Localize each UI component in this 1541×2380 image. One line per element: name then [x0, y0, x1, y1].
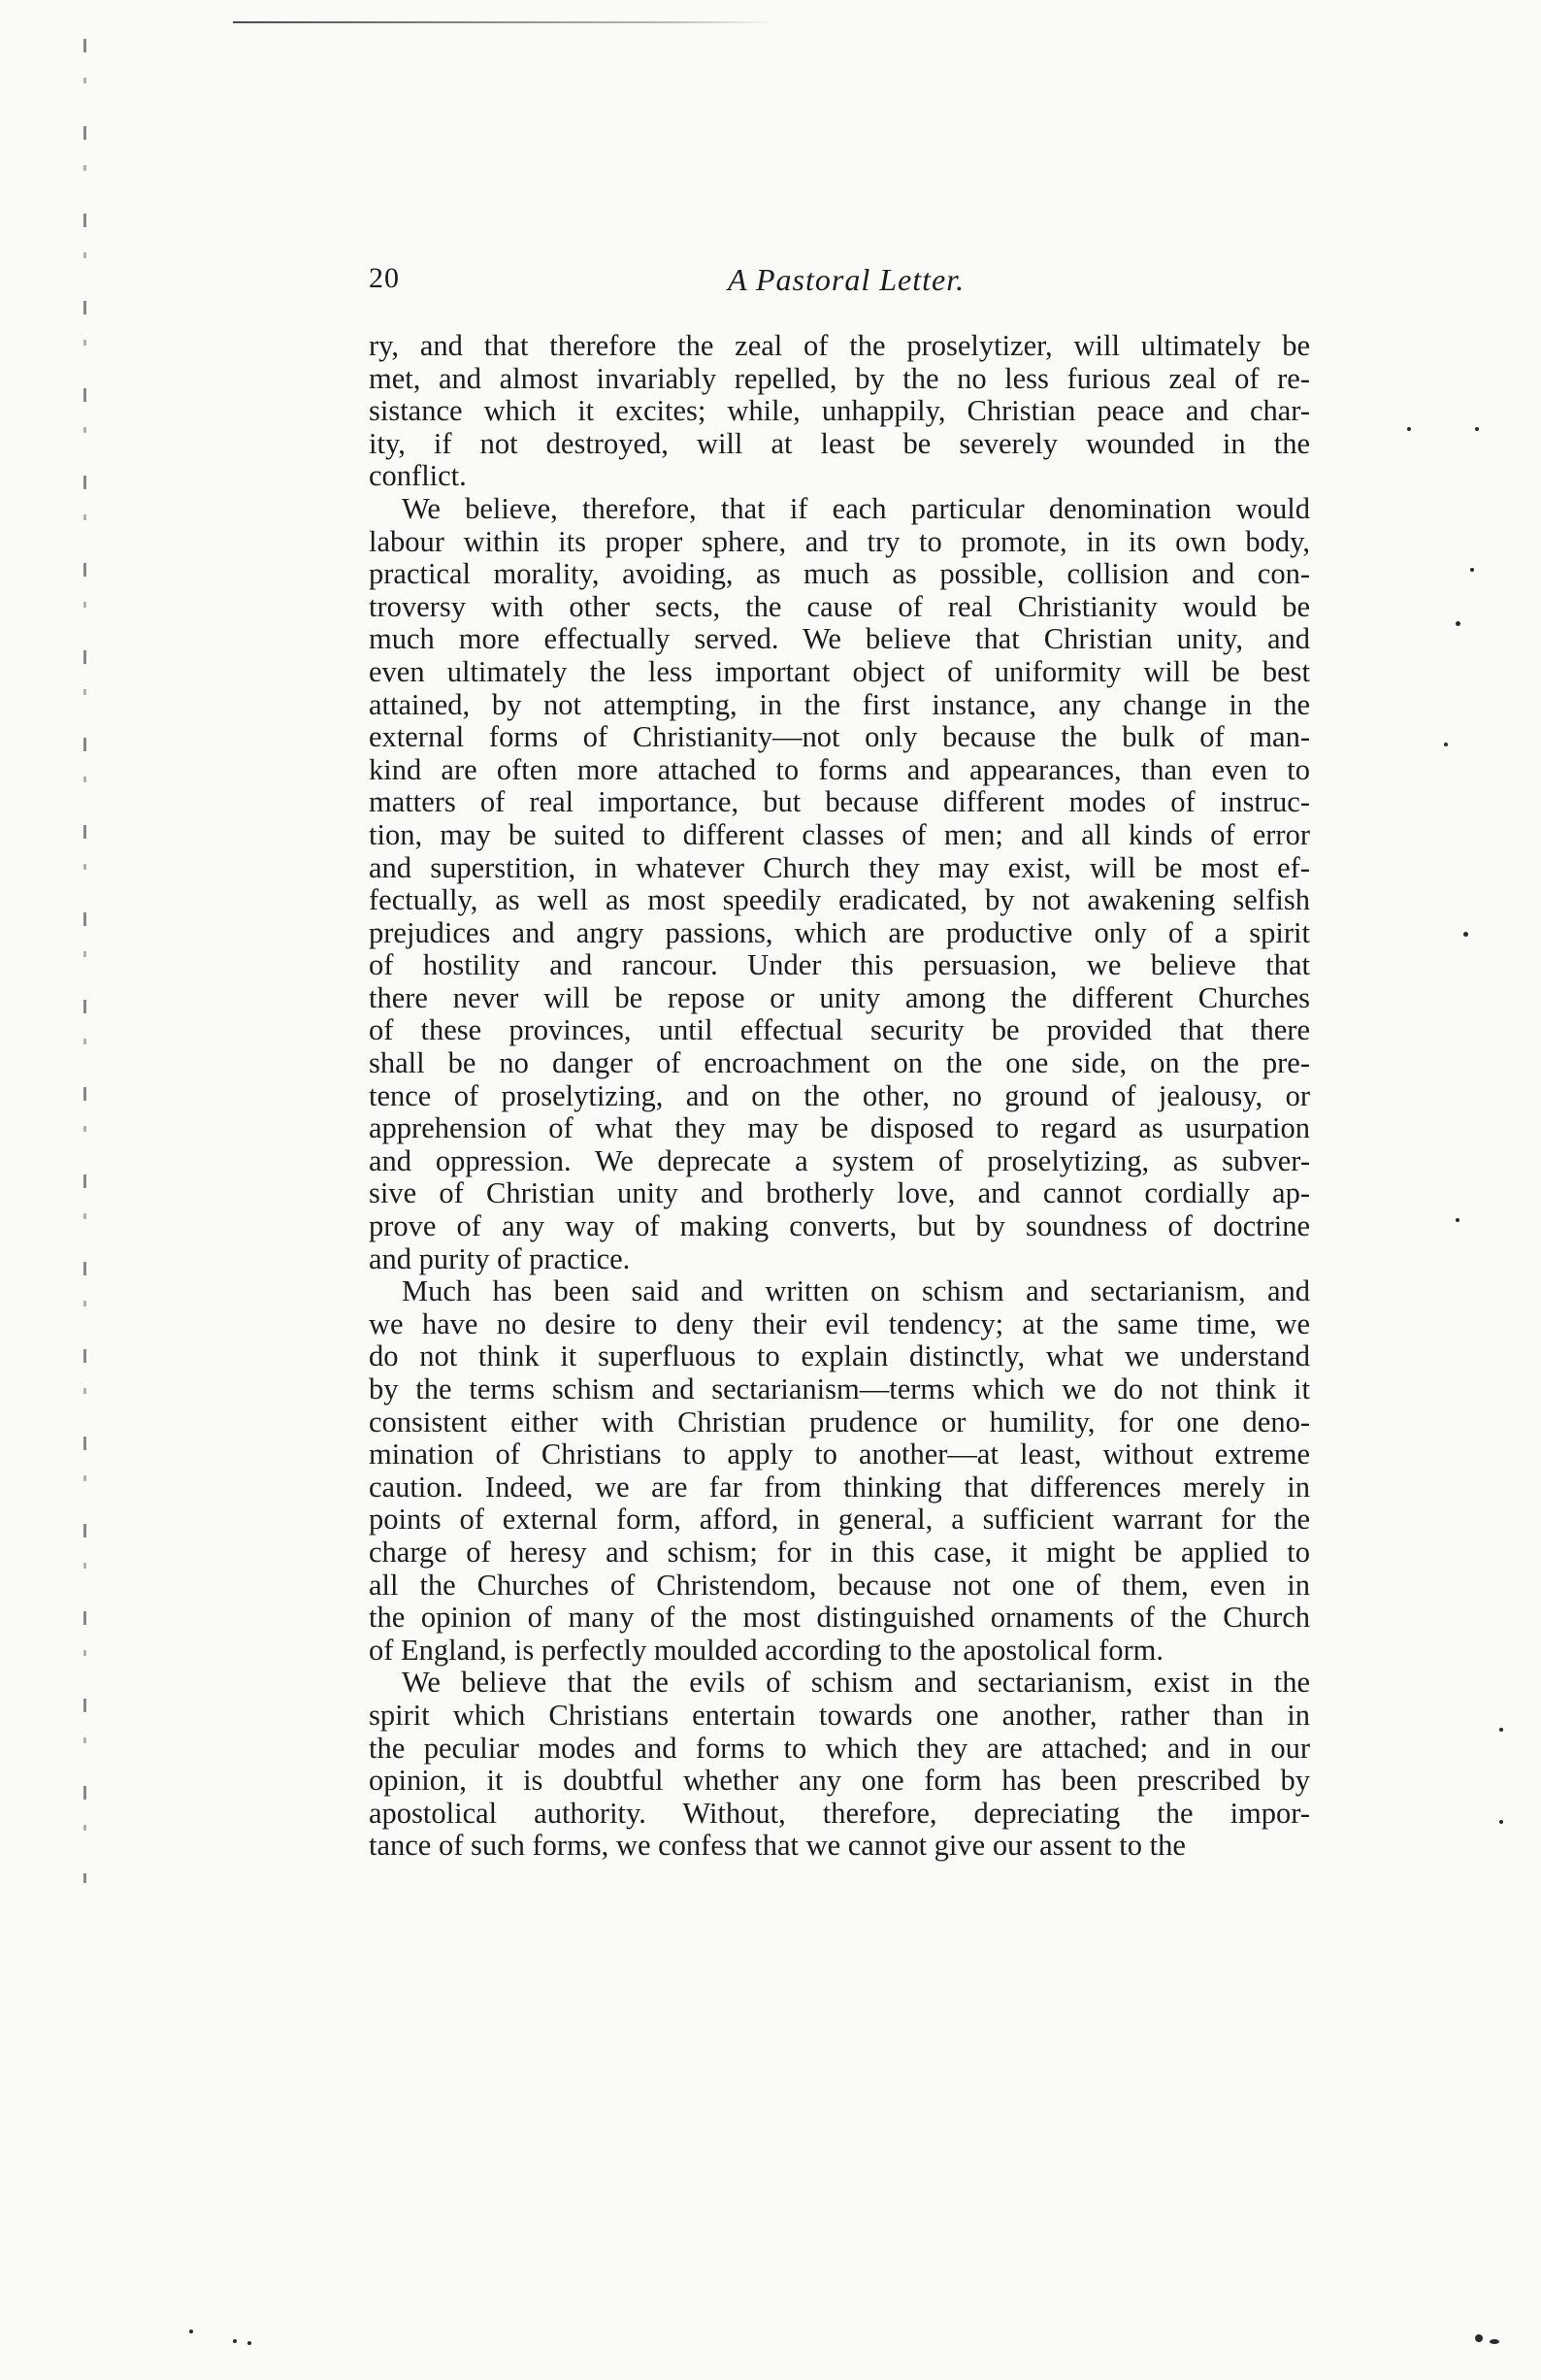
text-line: even ultimately the less important object of uniformity will be best [369, 654, 1310, 688]
text-line: troversy with other sects, the cause of real Christianity would be [369, 589, 1310, 623]
text-line: we have no desire to deny their evil tendency; at the same time, we [369, 1306, 1310, 1340]
text-line: much more effectually served. We believe that Christian unity, and [369, 622, 1310, 656]
text-line: conflict. [369, 459, 467, 493]
text-line: of England, is perfectly moulded according to the apostolical form. [369, 1633, 1164, 1667]
scan-edge [83, 39, 86, 1883]
text-line: tion, may be suited to different classes of men; and all kinds of error [369, 817, 1310, 851]
text-line: the opinion of many of the most distinguished ornaments of the Church [369, 1601, 1310, 1635]
text-line: prove of any way of making converts, but by soundness of doctrine [369, 1209, 1310, 1243]
text-line: caution. Indeed, we are far from thinking that differences merely in [369, 1470, 1310, 1504]
body-text [369, 330, 1310, 1863]
text-line: of these provinces, until effectual security be provided that there [369, 1013, 1310, 1047]
text-line: and oppression. We deprecate a system of proselytizing, as subver- [369, 1143, 1310, 1177]
text-line: tence of proselytizing, and on the other, no ground of jealousy, or [369, 1078, 1310, 1112]
text-line: sistance which it excites; while, unhappily, Christian peace and char- [369, 394, 1310, 428]
text-line: We believe, therefore, that if each particular denomination would [402, 491, 1310, 525]
text-line: We believe that the evils of schism and sectarianism, exist in the [402, 1666, 1310, 1700]
text-line: consistent either with Christian prudence or humility, for one deno- [369, 1405, 1310, 1438]
page-header [369, 262, 1281, 311]
text-line: apostolical authority. Without, therefore, depreciating the impor- [369, 1796, 1310, 1830]
text-line: all the Churches of Christendom, because not one of them, even in [369, 1568, 1310, 1602]
text-line: mination of Christians to apply to another—at least, without extreme [369, 1438, 1310, 1471]
text-line: ry, and that therefore the zeal of the proselytizer, will ultimately be [369, 329, 1310, 362]
paragraph [369, 493, 1310, 1275]
text-line: met, and almost invariably repelled, by the no less furious zeal of re- [369, 361, 1310, 395]
text-line: tance of such forms, we confess that we cannot give our assent to the [369, 1829, 1186, 1863]
text-line: the peculiar modes and forms to which they are attached; and in our [369, 1731, 1310, 1765]
text-line: there never will be repose or unity among the different Churches [369, 980, 1310, 1014]
text-line: do not think it superfluous to explain distinctly, what we understand [369, 1339, 1310, 1373]
text-line: and purity of practice. [369, 1241, 631, 1275]
paragraph [369, 1275, 1310, 1667]
text-line: points of external form, afford, in general, a sufficient warrant for the [369, 1503, 1310, 1537]
text-line: sive of Christian unity and brotherly love, and cannot cordially ap- [369, 1176, 1310, 1210]
text-line: matters of real importance, but because different modes of instruc- [369, 785, 1310, 819]
text-line: practical morality, avoiding, as much as possible, collision and con- [369, 557, 1310, 591]
text-line: and superstition, in whatever Church they may exist, will be most ef- [369, 850, 1310, 884]
text-line: charge of heresy and schism; for in this case, it might be applied to [369, 1535, 1310, 1569]
text-line: prejudices and angry passions, which are productive only of a spirit [369, 915, 1310, 949]
text-line: spirit which Christians entertain towards one another, rather than in [369, 1698, 1310, 1732]
text-line: external forms of Christianity—not only because the bulk of man- [369, 720, 1310, 754]
paragraph [369, 330, 1310, 493]
text-line: Much has been said and written on schism and sectarianism, and [402, 1274, 1310, 1308]
text-line: opinion, it is doubtful whether any one form has been prescribed by [369, 1764, 1310, 1798]
text-line: of hostility and rancour. Under this persuasion, we believe that [369, 948, 1310, 982]
text-line: fectually, as well as most speedily eradicated, by not awakening selfish [369, 883, 1310, 917]
running-title: A Pastoral Letter. [728, 262, 966, 297]
page-number: 20 [369, 262, 400, 294]
text-line: kind are often more attached to forms and appearances, than even to [369, 752, 1310, 786]
text-line: labour within its proper sphere, and try to promote, in its own body, [369, 524, 1310, 558]
text-line: by the terms schism and sectarianism—terms which we do not think it [369, 1372, 1310, 1405]
text-line: apprehension of what they may be disposed to regard as usurpation [369, 1111, 1310, 1145]
text-line: shall be no danger of encroachment on the one side, on the pre- [369, 1046, 1310, 1080]
text-line: ity, if not destroyed, will at least be severely wounded in the [369, 426, 1310, 460]
text-line: attained, by not attempting, in the first instance, any change in the [369, 687, 1310, 721]
paragraph [369, 1667, 1310, 1863]
scan-rule [233, 21, 776, 23]
